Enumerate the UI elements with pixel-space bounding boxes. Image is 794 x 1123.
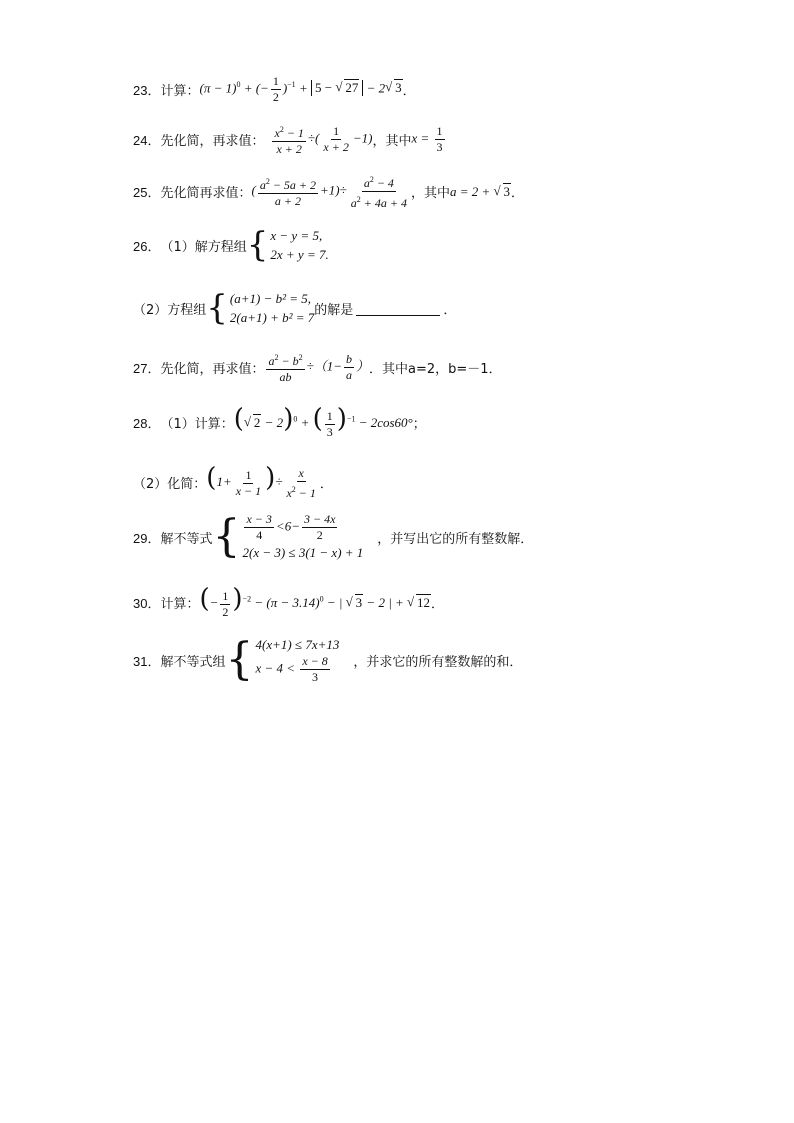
problem-24: 24． 先化简，再求值： $\frac{x^2 - 1}{x + 2}$ ÷( $\frac{1}{x + 2}$ −1) ，其中 x = $\frac{1}{3}$ — [133, 122, 447, 157]
condition: a = 2 + √ 3 — [450, 184, 511, 200]
problem-label: （1）解方程组 — [160, 239, 247, 255]
problem-label: （2）化简： — [133, 477, 207, 493]
formula: (1+ $\frac{1}{x - 1}$ )÷ $\frac{x}{x^2 - 1}$ — [206, 463, 316, 500]
problem-26 — [133, 226, 329, 264]
problem-label: 先化简，再求值： — [160, 362, 265, 377]
problem-31: 31． 解不等式组 { 4(x+1) ≤ 7x+13 x − 4 < $\frac{x - 8}{3}$ ，并求它的所有整数解的和． — [133, 634, 523, 685]
problem-number: 23． — [133, 83, 161, 98]
problem-29: 29． 解不等式 { $\frac{x - 3}{4}$ <6− $\frac{3 - 4x}{2}$ 2(x − 3) ≤ 3(1 − x) + 1 ，并写出它的所有整数解． — [133, 511, 534, 562]
formula: ( $\frac{a^2 - 5a + 2}{a + 2}$ +1)÷ $\frac{a^2 - 4}{a^2 + 4a + 4}$ — [251, 172, 411, 211]
formula: (− $\frac{1}{2}$ )$^{-2} - (\pi - 3.14)^0$ − | √ 3 − 2 | + √ 12 — [199, 586, 431, 620]
formula: $\frac{x^2 - 1}{x + 2}$ ÷( $\frac{1}{x + 2}$ −1) — [274, 124, 373, 156]
problem-28-part2: （2）化简： (1+ $\frac{1}{x - 1}$ )÷ $\frac{x}{x^2 - 1}$ ． — [133, 463, 333, 500]
problem-number: 24． — [133, 133, 161, 148]
problem-number: 31． — [133, 653, 161, 669]
problem-label: （2）方程组 — [133, 302, 207, 318]
problem-26-part2: （2）方程组 { (a+1) − b² = 5, 2(a+1) + b² = 7 的解是 ． — [133, 288, 457, 328]
problem-label: 解不等式 — [160, 531, 213, 547]
formula: (√ 2 − 2)$^0$ + ( $\frac{1}{3}$ )$^{-1}$ − 2cos60° — [234, 406, 413, 440]
problem-number: 29． — [133, 530, 161, 546]
problem-label: 计算： — [160, 84, 200, 99]
problem-25: 25． 先化简再求值： ( $\frac{a^2 - 5a + 2}{a + 2}$ +1)÷ $\frac{a^2 - 4}{a^2 + 4a + 4}$ ，其中 a = 2 + √ 3 ． — [133, 172, 524, 211]
problem-28: 28． （1）计算： (√ 2 − 2)$^0$ + ( $\frac{1}{3}$ )$^{-1}$ − 2cos60° ； — [133, 406, 426, 440]
inequality-system: { 4(x+1) ≤ 7x+13 x − 4 < $\frac{x - 8}{3}$ — [225, 634, 340, 685]
problem-number: 26． — [133, 238, 161, 254]
condition: x = $\frac{1}{3}$ — [411, 124, 443, 154]
problem-number: 30． — [133, 596, 161, 612]
problem-label: 先化简再求值： — [160, 186, 252, 201]
problem-label: 计算： — [160, 597, 200, 613]
problem-number: 25． — [133, 185, 161, 200]
answer-blank[interactable] — [356, 301, 440, 316]
formula: $(\pi - 1)^0$ + (− $\frac{1}{2}$ )$^{-1}$ + 5 − √ 27 − 2√ 3 — [199, 74, 402, 105]
problem-number: 28． — [133, 416, 161, 432]
problem-30: 30． 计算： (− $\frac{1}{2}$ )$^{-2} - (\pi - 3.14)^0$ − | √ 3 − 2 | + √ 12 ． — [133, 586, 444, 620]
inequality-system: { $\frac{x - 3}{4}$ <6− $\frac{3 - 4x}{2}$ 2(x − 3) ≤ 3(1 − x) + 1 — [212, 511, 364, 562]
problem-23: 23． 计算： $(\pi - 1)^0$ + (− $\frac{1}{2}$ )$^{-1}$ + 5 − √ 27 − 2√ 3 ． — [133, 74, 416, 105]
problem-label: 解不等式组 — [160, 654, 226, 670]
equation-system: { (a+1) − b² = 5, 2(a+1) + b² = 7 — [206, 288, 315, 328]
problem-number: 27． — [133, 361, 161, 376]
formula: $\frac{a^2 - b^2}{ab}$ ÷（1− $\frac{b}{a}$ ） — [268, 352, 370, 384]
problem-label: 先化简，再求值： — [160, 134, 265, 149]
problem-label: （1）计算： — [160, 417, 234, 433]
equation-system: { x − y = 5, 2x + y = 7. — [246, 225, 329, 265]
problem-27: 27． 先化简，再求值： $\frac{a^2 - b^2}{ab}$ ÷（1− $\frac{b}{a}$ ） ．其中a=2，b=－1． — [133, 352, 502, 384]
